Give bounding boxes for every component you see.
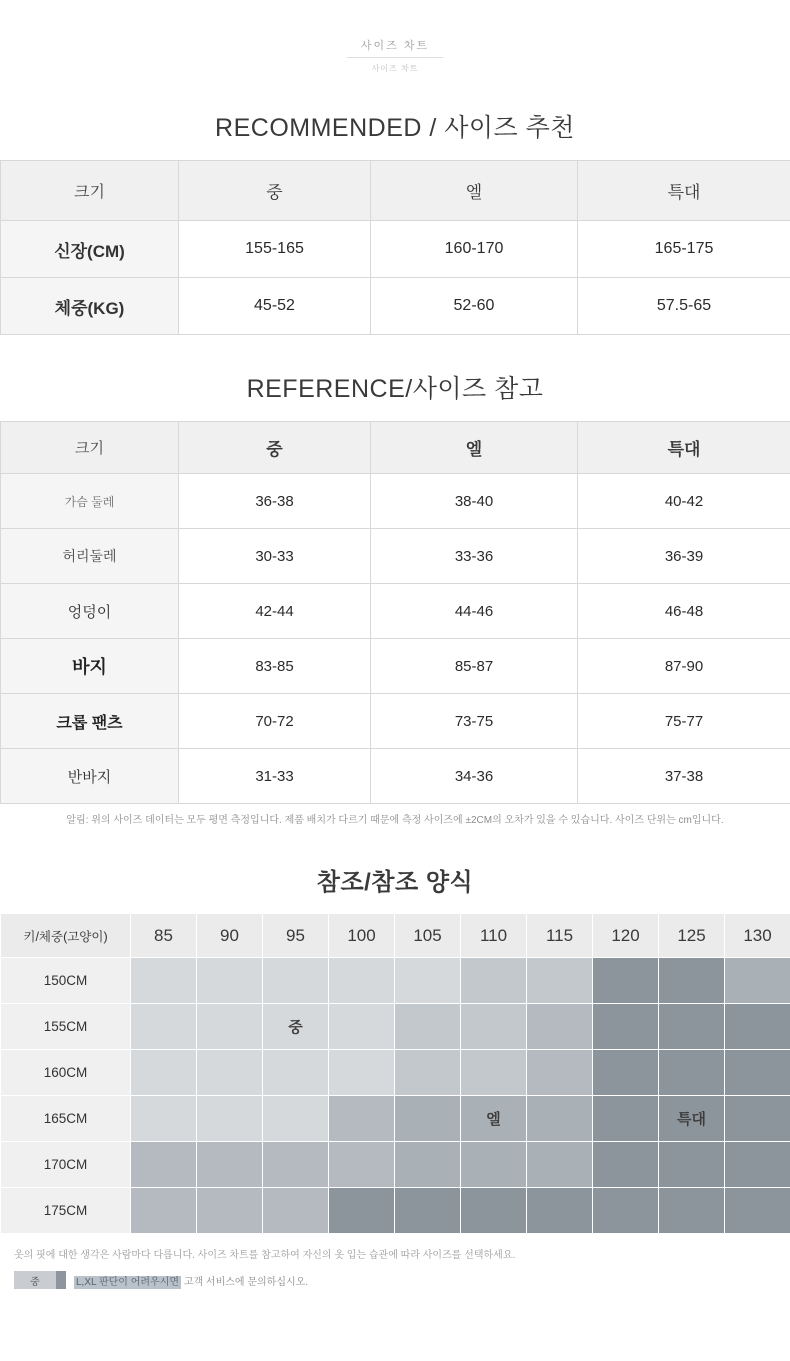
matrix-row-label: 155CM (1, 1004, 131, 1050)
table-cell: 37-38 (578, 749, 790, 804)
table-header-row (1, 161, 790, 221)
table-cell: 40-42 (578, 474, 790, 529)
matrix-cell (659, 958, 725, 1004)
table-cell: 36-39 (578, 529, 790, 584)
matrix-cell: 특대 (659, 1096, 725, 1142)
matrix-cell (593, 1142, 659, 1188)
matrix-cell (395, 1096, 461, 1142)
reference-section-title: REFERENCE/사이즈 참고 (246, 375, 544, 403)
table-cell: 34-36 (371, 749, 578, 804)
table-cell: 75-77 (578, 694, 790, 749)
table-row (1, 529, 790, 584)
table-cell: 33-36 (371, 529, 578, 584)
matrix-row (1, 1188, 790, 1234)
footer-size-chip: 중 (14, 1271, 56, 1289)
matrix-column-header: 110 (461, 914, 527, 958)
matrix-column-header: 125 (659, 914, 725, 958)
matrix-cell (263, 1050, 329, 1096)
measurement-note: 알림: 위의 사이즈 데이터는 모두 평면 측정입니다. 제품 배치가 다르기 때문에 측정 사이즈에 ±2CM의 오차가 있을 수 있습니다. 사이즈 단위는 cm입니다. (66, 815, 724, 826)
matrix-cell (131, 958, 197, 1004)
matrix-cell (527, 1004, 593, 1050)
matrix-cell (263, 958, 329, 1004)
matrix-cell (131, 1142, 197, 1188)
matrix-cell (197, 1096, 263, 1142)
matrix-cell (659, 1142, 725, 1188)
matrix-cell (329, 1004, 395, 1050)
table-cell: 36-38 (179, 474, 371, 529)
footer-help-text (74, 1273, 308, 1288)
column-header: 엘 (371, 161, 578, 221)
table-cell: 83-85 (179, 639, 371, 694)
matrix-header-row (1, 914, 790, 958)
recommended-size-table (0, 160, 790, 335)
table-cell: 155-165 (179, 221, 371, 278)
matrix-row-label: 175CM (1, 1188, 131, 1234)
matrix-cell (263, 1096, 329, 1142)
table-cell: 165-175 (578, 221, 790, 278)
column-header: 크기 (1, 422, 179, 474)
table-row (1, 584, 790, 639)
matrix-cell (659, 1188, 725, 1234)
matrix-cell: 중 (263, 1004, 329, 1050)
mini-header-title: 사이즈 차트 (347, 37, 443, 58)
footer-bar (14, 1271, 790, 1289)
matrix-cell (461, 1142, 527, 1188)
matrix-column-header: 100 (329, 914, 395, 958)
matrix-cell (131, 1004, 197, 1050)
matrix-cell (461, 1188, 527, 1234)
matrix-cell (263, 1142, 329, 1188)
matrix-cell (725, 1142, 790, 1188)
table-row (1, 639, 790, 694)
column-header: 특대 (578, 422, 790, 474)
matrix-cell (197, 958, 263, 1004)
matrix-cell (659, 1050, 725, 1096)
matrix-column-header: 95 (263, 914, 329, 958)
footer-help-highlight: L,XL 판단이 어려우시면 (76, 1276, 180, 1288)
table-cell: 42-44 (179, 584, 371, 639)
matrix-cell (593, 1188, 659, 1234)
matrix-row-label: 165CM (1, 1096, 131, 1142)
matrix-column-header: 115 (527, 914, 593, 958)
matrix-cell (461, 1050, 527, 1096)
mini-header-subtitle: 사이즈 차트 (371, 64, 419, 73)
table-cell: 70-72 (179, 694, 371, 749)
table-cell: 52-60 (371, 278, 578, 335)
table-row (1, 278, 790, 335)
matrix-cell (593, 1096, 659, 1142)
row-label: 체중(KG) (1, 278, 179, 335)
matrix-cell (593, 958, 659, 1004)
matrix-cell (527, 1142, 593, 1188)
table-cell: 160-170 (371, 221, 578, 278)
matrix-cell (395, 958, 461, 1004)
row-label: 크롭 팬츠 (1, 694, 179, 749)
matrix-row (1, 1096, 790, 1142)
matrix-cell (329, 1142, 395, 1188)
row-label: 신장(CM) (1, 221, 179, 278)
matrix-column-header: 105 (395, 914, 461, 958)
matrix-column-header: 120 (593, 914, 659, 958)
matrix-cell (593, 1004, 659, 1050)
matrix-cell: 엘 (461, 1096, 527, 1142)
table-cell: 85-87 (371, 639, 578, 694)
matrix-cell (659, 1004, 725, 1050)
matrix-cell (725, 1050, 790, 1096)
matrix-cell (395, 1188, 461, 1234)
table-row (1, 694, 790, 749)
table-row (1, 221, 790, 278)
matrix-cell (131, 1096, 197, 1142)
matrix-column-header: 85 (131, 914, 197, 958)
footer-help-rest: 고객 서비스에 문의하십시오. (181, 1276, 309, 1288)
matrix-row (1, 1004, 790, 1050)
matrix-cell (197, 1004, 263, 1050)
matrix-cell (461, 1004, 527, 1050)
matrix-row (1, 1050, 790, 1096)
table-row (1, 474, 790, 529)
matrix-row (1, 1142, 790, 1188)
matrix-row-label: 170CM (1, 1142, 131, 1188)
table-cell: 73-75 (371, 694, 578, 749)
table-cell: 46-48 (578, 584, 790, 639)
matrix-cell (725, 1096, 790, 1142)
matrix-column-header: 130 (725, 914, 790, 958)
matrix-cell (329, 1050, 395, 1096)
column-header: 크기 (1, 161, 179, 221)
matrix-cell (329, 958, 395, 1004)
matrix-cell (329, 1188, 395, 1234)
matrix-corner-label: 키/체중(고양이) (1, 914, 131, 958)
row-label: 반바지 (1, 749, 179, 804)
matrix-column-header: 90 (197, 914, 263, 958)
matrix-row-label: 150CM (1, 958, 131, 1004)
matrix-cell (395, 1142, 461, 1188)
footer-chip-accent (56, 1271, 66, 1289)
matrix-cell (725, 1004, 790, 1050)
table-row (1, 749, 790, 804)
matrix-cell (131, 1050, 197, 1096)
column-header: 중 (179, 161, 371, 221)
table-cell: 44-46 (371, 584, 578, 639)
row-label: 허리둘레 (1, 529, 179, 584)
matrix-cell (395, 1050, 461, 1096)
column-header: 특대 (578, 161, 790, 221)
footer-note: 옷의 핏에 대한 생각은 사람마다 다릅니다. 사이즈 차트를 참고하여 자신의 옷 입는 습관에 따라 사이즈를 선택하세요. (14, 1250, 516, 1261)
matrix-cell (725, 1188, 790, 1234)
recommended-section-title: RECOMMENDED / 사이즈 추천 (215, 114, 575, 142)
table-cell: 45-52 (179, 278, 371, 335)
matrix-cell (263, 1188, 329, 1234)
matrix-cell (527, 958, 593, 1004)
matrix-cell (329, 1096, 395, 1142)
row-label: 엉덩이 (1, 584, 179, 639)
matrix-cell (527, 1050, 593, 1096)
matrix-cell (725, 958, 790, 1004)
matrix-row (1, 958, 790, 1004)
matrix-row-label: 160CM (1, 1050, 131, 1096)
matrix-section-title: 참조/참조 양식 (316, 869, 474, 896)
matrix-cell (197, 1142, 263, 1188)
matrix-cell (197, 1050, 263, 1096)
mini-header (0, 0, 790, 74)
table-header-row (1, 422, 790, 474)
matrix-cell (131, 1188, 197, 1234)
matrix-cell (593, 1050, 659, 1096)
table-cell: 87-90 (578, 639, 790, 694)
height-weight-matrix (0, 913, 790, 1234)
table-cell: 30-33 (179, 529, 371, 584)
matrix-cell (395, 1004, 461, 1050)
column-header: 중 (179, 422, 371, 474)
table-cell: 38-40 (371, 474, 578, 529)
matrix-cell (461, 958, 527, 1004)
table-cell: 31-33 (179, 749, 371, 804)
matrix-cell (527, 1188, 593, 1234)
row-label: 가슴 둘레 (1, 474, 179, 529)
reference-size-table (0, 421, 790, 804)
matrix-cell (527, 1096, 593, 1142)
table-cell: 57.5-65 (578, 278, 790, 335)
row-label: 바지 (1, 639, 179, 694)
matrix-cell (197, 1188, 263, 1234)
column-header: 엘 (371, 422, 578, 474)
